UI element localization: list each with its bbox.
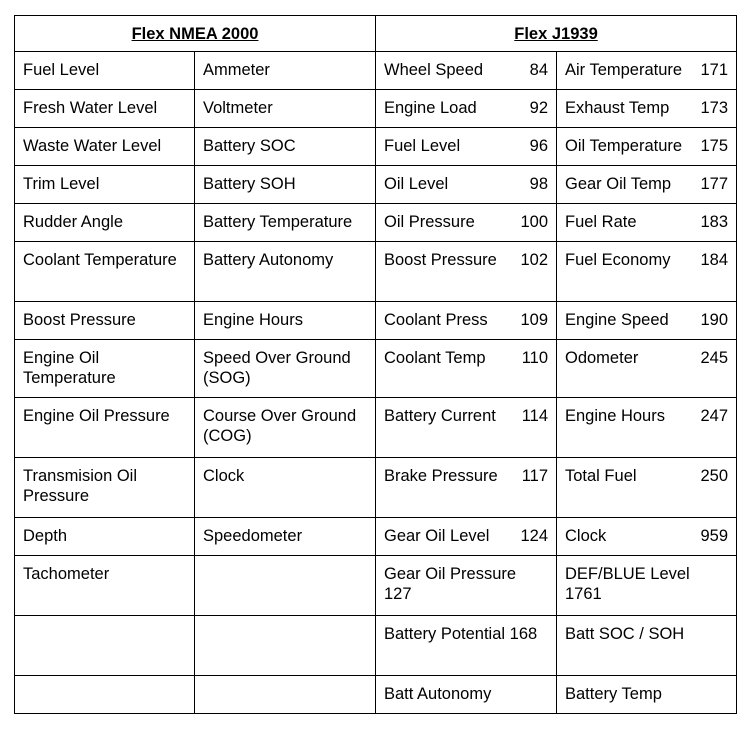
j1939-item <box>384 174 548 194</box>
nmea-item-left: Trim Level <box>15 166 195 204</box>
spn-number: 959 <box>700 527 729 545</box>
j1939-item <box>384 624 548 644</box>
j1939-item-right <box>557 128 737 166</box>
spn-number: 250 <box>700 467 729 485</box>
j1939-item-right <box>557 302 737 340</box>
header-flex-nmea-2000: Flex NMEA 2000 <box>15 16 376 52</box>
spn-number: 175 <box>700 137 729 155</box>
j1939-item-left <box>376 518 557 556</box>
spn-number: 171 <box>700 61 729 79</box>
table-row <box>15 90 737 128</box>
spn-number: 109 <box>520 311 548 329</box>
j1939-item-right <box>557 398 737 458</box>
header-row <box>15 16 737 52</box>
table-row <box>15 616 737 676</box>
nmea-item-left: Fresh Water Level <box>15 90 195 128</box>
j1939-item-left <box>376 90 557 128</box>
parameter-name: Engine Hours <box>565 407 665 425</box>
nmea-item-left: Rudder Angle <box>15 204 195 242</box>
header-flex-j1939: Flex J1939 <box>376 16 737 52</box>
parameter-name: Gear Oil Temp <box>565 175 672 193</box>
parameter-name: Wheel Speed <box>384 61 484 79</box>
j1939-item-left <box>376 458 557 518</box>
parameter-name: Clock <box>565 527 607 545</box>
j1939-item <box>565 684 728 704</box>
parameter-name: Oil Level <box>384 175 449 193</box>
j1939-item-right <box>557 458 737 518</box>
j1939-item <box>384 406 548 426</box>
parameter-name: Fuel Level <box>384 137 461 155</box>
nmea-item-right: Speedometer <box>195 518 376 556</box>
table-row <box>15 242 737 302</box>
j1939-item-right <box>557 166 737 204</box>
spn-number: 124 <box>520 527 548 545</box>
parameter-name: Coolant Temp <box>384 349 486 367</box>
j1939-item <box>565 98 728 118</box>
spn-number: 173 <box>700 99 729 117</box>
nmea-item-left: Transmision Oil Pressure <box>15 458 195 518</box>
j1939-item <box>384 136 548 156</box>
parameter-name: Battery Current <box>384 407 496 425</box>
spn-number: 114 <box>521 407 548 425</box>
spn-number: 98 <box>529 175 548 193</box>
table-row <box>15 556 737 616</box>
j1939-item <box>565 564 728 604</box>
nmea-item-right: Clock <box>195 458 376 518</box>
nmea-item-right: Battery Autonomy <box>195 242 376 302</box>
spn-number: 184 <box>700 251 729 269</box>
nmea-item-right: Speed Over Ground (SOG) <box>195 340 376 398</box>
nmea-item-left: Depth <box>15 518 195 556</box>
spn-number: 96 <box>529 137 548 155</box>
nmea-item-right <box>195 556 376 616</box>
table-row <box>15 458 737 518</box>
j1939-item <box>384 212 548 232</box>
j1939-item-right <box>557 242 737 302</box>
parameter-name: Coolant Press <box>384 311 488 329</box>
nmea-item-left: Engine Oil Temperature <box>15 340 195 398</box>
nmea-item-right: Battery SOC <box>195 128 376 166</box>
j1939-item <box>565 250 728 270</box>
table-body <box>15 52 737 714</box>
table-row <box>15 52 737 90</box>
parameter-name: Gear Oil Level <box>384 527 490 545</box>
j1939-item-left <box>376 302 557 340</box>
j1939-item <box>565 406 728 426</box>
spn-number: 183 <box>700 213 729 231</box>
j1939-item <box>565 310 728 330</box>
j1939-item-right <box>557 204 737 242</box>
j1939-item <box>384 526 548 546</box>
j1939-item <box>384 98 548 118</box>
parameter-name: Batt Autonomy <box>384 685 492 703</box>
j1939-item-left <box>376 128 557 166</box>
j1939-item <box>384 564 548 604</box>
parameter-name: Fuel Economy <box>565 251 671 269</box>
j1939-item-right <box>557 90 737 128</box>
spn-number: 84 <box>529 61 548 79</box>
j1939-item <box>565 212 728 232</box>
j1939-item <box>384 348 548 368</box>
j1939-item-right <box>557 676 737 714</box>
j1939-item-right <box>557 340 737 398</box>
parameter-name: Batt SOC / SOH <box>565 625 685 643</box>
parameter-name: Total Fuel <box>565 467 637 485</box>
j1939-item <box>565 624 728 644</box>
nmea-item-right <box>195 616 376 676</box>
j1939-item-right <box>557 556 737 616</box>
j1939-item-left <box>376 616 557 676</box>
parameter-name: Engine Speed <box>565 311 669 329</box>
table-row <box>15 676 737 714</box>
parameter-name: Oil Pressure <box>384 213 475 231</box>
spn-number: 110 <box>521 349 548 367</box>
nmea-item-right: Engine Hours <box>195 302 376 340</box>
parameter-name: Battery Potential 168 <box>384 625 538 643</box>
parameter-name: Engine Load <box>384 99 477 117</box>
j1939-item-left <box>376 676 557 714</box>
j1939-item <box>565 174 728 194</box>
spn-number: 245 <box>700 349 729 367</box>
j1939-item-right <box>557 616 737 676</box>
j1939-item <box>565 348 728 368</box>
spn-number: 247 <box>700 407 729 425</box>
j1939-item <box>565 526 728 546</box>
nmea-item-right: Battery Temperature <box>195 204 376 242</box>
table-row <box>15 128 737 166</box>
nmea-item-right: Voltmeter <box>195 90 376 128</box>
nmea-item-right: Ammeter <box>195 52 376 90</box>
parameter-name: Air Temperature <box>565 61 683 79</box>
spn-number: 102 <box>520 251 548 269</box>
spn-number: 92 <box>529 99 548 117</box>
parameter-name: DEF/BLUE Level 1761 <box>565 565 690 603</box>
j1939-item <box>565 60 728 80</box>
table-row <box>15 518 737 556</box>
table-row <box>15 340 737 398</box>
nmea-item-left: Tachometer <box>15 556 195 616</box>
parameter-name: Exhaust Temp <box>565 99 670 117</box>
parameter-name: Boost Pressure <box>384 251 497 269</box>
nmea-item-left: Waste Water Level <box>15 128 195 166</box>
parameter-name: Oil Temperature <box>565 137 683 155</box>
nmea-item-left: Boost Pressure <box>15 302 195 340</box>
nmea-item-left <box>15 616 195 676</box>
nmea-item-left: Fuel Level <box>15 52 195 90</box>
spn-number: 177 <box>700 175 729 193</box>
j1939-item <box>384 310 548 330</box>
nmea-item-left: Coolant Temperature <box>15 242 195 302</box>
table-row <box>15 166 737 204</box>
j1939-item <box>384 684 548 704</box>
j1939-item <box>565 466 728 486</box>
j1939-item <box>384 250 548 270</box>
parameter-name: Battery Temp <box>565 685 662 703</box>
j1939-item-left <box>376 52 557 90</box>
spn-number: 100 <box>520 213 548 231</box>
parameter-name: Gear Oil Pressure 127 <box>384 565 517 603</box>
spn-number: 117 <box>521 467 548 485</box>
j1939-item <box>384 60 548 80</box>
nmea-item-right: Course Over Ground (COG) <box>195 398 376 458</box>
parameter-name: Odometer <box>565 349 639 367</box>
j1939-item-left <box>376 204 557 242</box>
j1939-item <box>565 136 728 156</box>
j1939-item-left <box>376 166 557 204</box>
nmea-item-left: Engine Oil Pressure <box>15 398 195 458</box>
j1939-item <box>384 466 548 486</box>
table-row <box>15 204 737 242</box>
pgn-support-table <box>14 15 737 714</box>
j1939-item-right <box>557 518 737 556</box>
j1939-item-left <box>376 340 557 398</box>
table-row <box>15 302 737 340</box>
j1939-item-right <box>557 52 737 90</box>
spn-number: 190 <box>700 311 729 329</box>
nmea-item-right: Battery SOH <box>195 166 376 204</box>
nmea-item-left <box>15 676 195 714</box>
nmea-item-right <box>195 676 376 714</box>
table-row <box>15 398 737 458</box>
j1939-item-left <box>376 556 557 616</box>
j1939-item-left <box>376 398 557 458</box>
j1939-item-left <box>376 242 557 302</box>
parameter-name: Fuel Rate <box>565 213 637 231</box>
parameter-name: Brake Pressure <box>384 467 498 485</box>
